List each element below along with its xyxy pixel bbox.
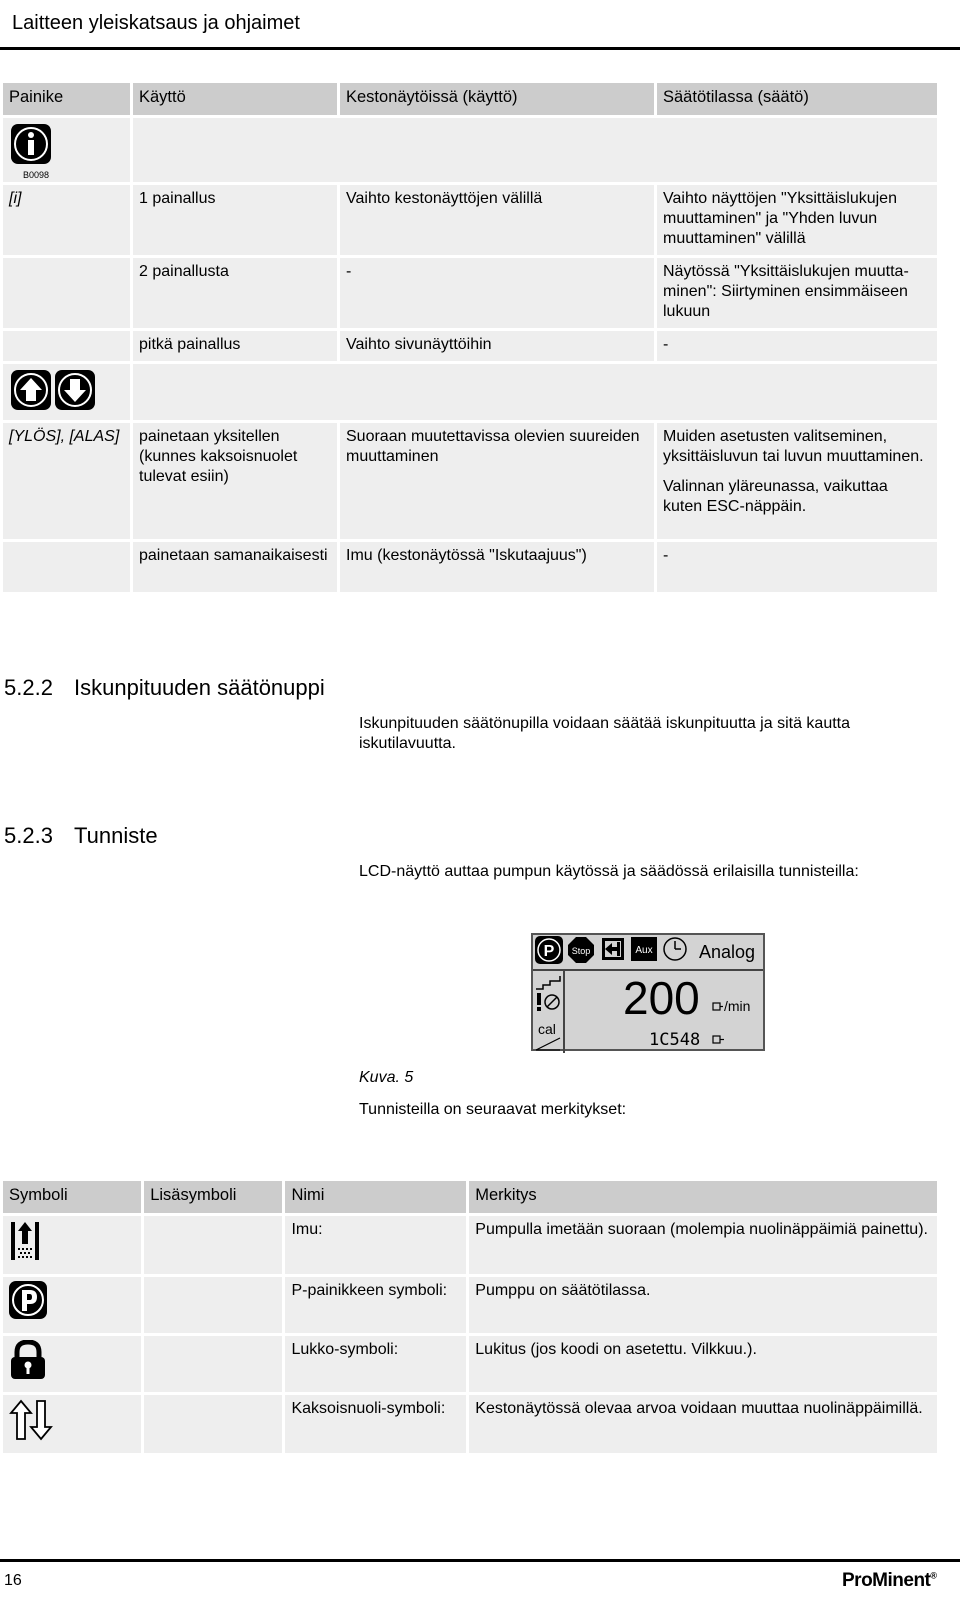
svg-text:Stop: Stop xyxy=(571,946,591,956)
row-meaning: Pumppu on säätötilassa. xyxy=(469,1277,937,1333)
svg-text:Aux: Aux xyxy=(635,945,653,956)
col-header-continuous: Kestonäytöissä (käyttö) xyxy=(340,83,654,115)
row3-usage: pitkä painallus xyxy=(133,331,337,361)
section-heading-5-2-2 xyxy=(4,675,325,701)
row4-setting-1: Muiden asetusten valitseminen, yksittäisluvun tai luvun muuttaminen. xyxy=(663,428,924,465)
p-key-icon xyxy=(535,936,563,964)
section-heading-5-2-3 xyxy=(4,823,158,849)
row3-continuous: Vaihto sivunäyttöihin xyxy=(340,331,654,361)
down-key-icon xyxy=(55,370,95,410)
calibration-slope-icon xyxy=(535,1037,561,1051)
figure-intro: Tunnisteilla on seuraavat merkitykset: xyxy=(359,1101,627,1118)
row-meaning: Lukitus (jos koodi on asetettu. Vilkkuu.). xyxy=(469,1336,937,1392)
row-name: Lukko-symboli: xyxy=(285,1336,466,1392)
section-number: 5.2.3 xyxy=(4,823,53,848)
row1-usage: 1 painallus xyxy=(133,185,337,255)
info-key-label: [i] xyxy=(3,185,130,255)
up-key-icon xyxy=(11,370,51,410)
page-title: Laitteen yleiskatsaus ja ohjaimet xyxy=(12,12,300,34)
row5-continuous: Imu (kestonäytössä "Iskutaajuus") xyxy=(340,542,654,592)
suction-icon xyxy=(9,1220,43,1262)
row-name: P-painikkeen symboli: xyxy=(285,1277,466,1333)
arrow-keys-label: [YLÖS], [ALAS] xyxy=(3,423,130,539)
p-key-icon xyxy=(9,1281,47,1319)
figure-caption: Kuva. 5 xyxy=(359,1069,414,1086)
lcd-unit: /min xyxy=(724,998,751,1014)
row-name: Kaksoisnuoli-symboli: xyxy=(285,1395,466,1453)
stroke-unit-icon xyxy=(712,1002,724,1012)
lcd-cal-label: cal xyxy=(538,1021,556,1037)
section-text: LCD-näyttö auttaa pumpun käytössä ja säädössä erilaisilla tunnisteilla: xyxy=(359,863,859,880)
external-input-icon xyxy=(601,937,625,961)
row-meaning: Pumpulla imetään suoraan (molempia nuolinäppäimiä painettu). xyxy=(469,1216,937,1274)
row1-continuous: Vaihto kestonäyttöjen välillä xyxy=(340,185,654,255)
section-title: Tunniste xyxy=(74,823,158,848)
row-name: Imu: xyxy=(285,1216,466,1274)
brand-name: ProMinent xyxy=(842,1570,931,1591)
col-header-symbol: Symboli xyxy=(3,1181,141,1213)
section-number: 5.2.2 xyxy=(4,675,53,700)
row1-setting: Vaihto näyttöjen "Yksittäislukujen muuttaminen" ja "Yhden luvun muuttaminen" välillä xyxy=(657,185,937,255)
row4-setting-2: Valinnan yläreunassa, vaikuttaa kuten ESC-näppäin. xyxy=(663,478,888,515)
row4-continuous: Suoraan muutettavissa olevien suureiden muuttaminen xyxy=(340,423,654,539)
table-row xyxy=(3,1336,937,1392)
warning-icon xyxy=(535,992,561,1012)
col-header-setting: Säätötilassa (säätö) xyxy=(657,83,937,115)
footer-rule xyxy=(0,1559,960,1562)
row-meaning: Kestonäytössä olevaa arvoa voidaan muuttaa nuolinäppäimillä. xyxy=(469,1395,937,1453)
lcd-value: 200 xyxy=(623,972,700,1024)
table-row xyxy=(3,1395,937,1453)
stroke-level-icon xyxy=(535,975,561,991)
controls-table xyxy=(0,80,940,595)
info-icon-code: B0098 xyxy=(23,170,50,180)
stop-icon xyxy=(567,936,595,964)
stroke-unit-icon-small xyxy=(712,1035,726,1045)
row4-usage: painetaan yksitellen (kunnes kaksoisnuolet tulevat esiin) xyxy=(133,423,337,539)
col-header-name: Nimi xyxy=(285,1181,466,1213)
aux-icon xyxy=(631,937,657,961)
row2-usage: 2 painallusta xyxy=(133,258,337,328)
row2-continuous: - xyxy=(340,258,654,328)
clock-icon xyxy=(662,936,688,962)
lock-icon xyxy=(9,1340,47,1380)
brand-logo: ProMinent® xyxy=(842,1570,937,1591)
page-number: 16 xyxy=(4,1572,22,1589)
svg-text:P: P xyxy=(543,943,555,960)
row5-usage: painetaan samanaikaisesti xyxy=(133,542,337,592)
double-arrow-icon xyxy=(9,1399,55,1441)
arrow-keys-cell xyxy=(3,364,130,420)
lcd-code: 1C548 xyxy=(649,1030,701,1050)
col-header-meaning: Merkitys xyxy=(469,1181,937,1213)
col-header-button: Painike xyxy=(3,83,130,115)
info-key-cell xyxy=(3,118,130,182)
section-title: Iskunpituuden säätönuppi xyxy=(74,675,325,700)
info-key-icon xyxy=(11,124,51,164)
symbols-table xyxy=(0,1178,940,1456)
table-row xyxy=(3,1277,937,1333)
lcd-display xyxy=(531,933,765,1051)
row5-setting: - xyxy=(657,542,937,592)
lcd-analog-label: Analog xyxy=(699,942,756,962)
section-text: Iskunpituuden säätönupilla voidaan säätää iskunpituutta ja sitä kautta iskutilavuutta. xyxy=(359,715,851,752)
col-header-usage: Käyttö xyxy=(133,83,337,115)
row2-setting: Näytössä "Yksittäislukujen muuttaminen": Siirtyminen ensimmäiseen lukuun xyxy=(657,258,937,328)
row3-setting: - xyxy=(657,331,937,361)
table-row xyxy=(3,1216,937,1274)
header-rule xyxy=(0,47,960,50)
col-header-extra-symbol: Lisäsymboli xyxy=(144,1181,282,1213)
row4-setting xyxy=(657,423,937,539)
